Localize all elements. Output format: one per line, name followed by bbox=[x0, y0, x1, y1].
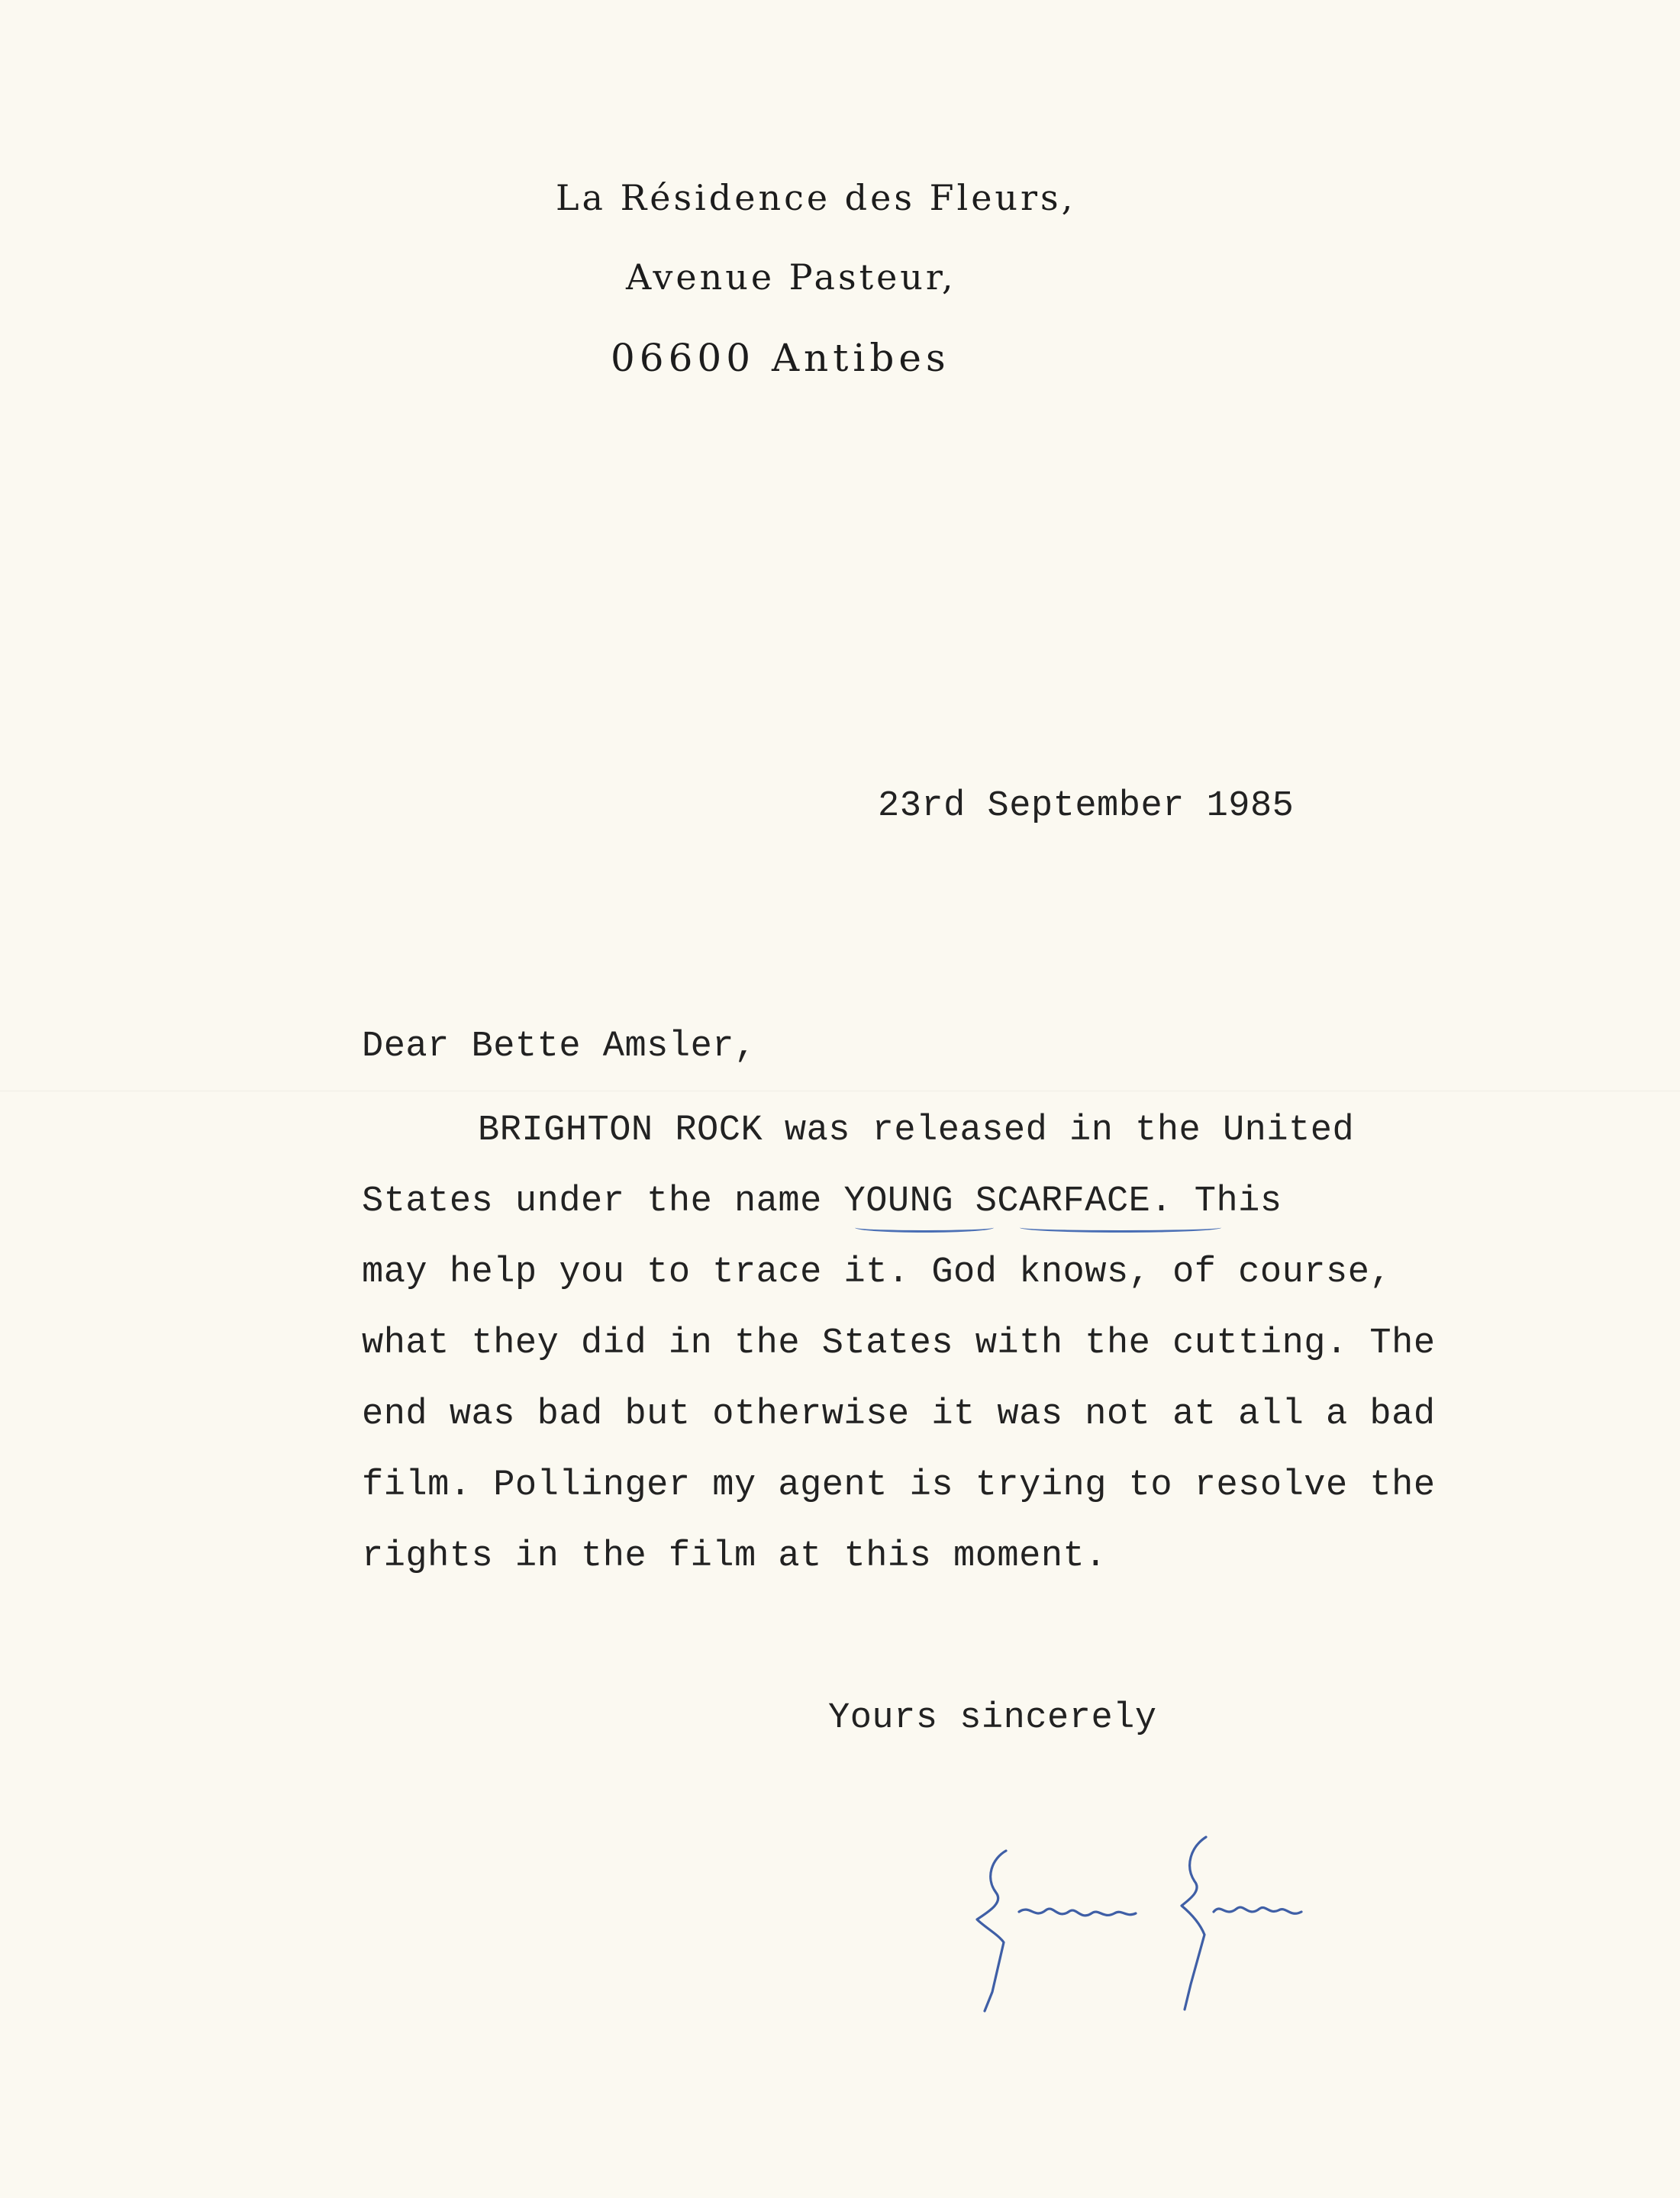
closing: Yours sincerely bbox=[828, 1698, 1157, 1739]
body-line-5: end was bad but otherwise it was not at all a bad bbox=[362, 1394, 1436, 1435]
signature-stroke-g2 bbox=[1182, 1837, 1206, 2009]
signature-stroke-greene bbox=[1214, 1907, 1301, 1913]
handwritten-underline-scarface bbox=[1020, 1223, 1221, 1233]
letterhead-line-3: 06600 Antibes bbox=[611, 336, 950, 380]
letter-date: 23rd September 1985 bbox=[878, 786, 1295, 827]
salutation: Dear Bette Amsler, bbox=[362, 1026, 756, 1067]
body-line-7: rights in the film at this moment. bbox=[362, 1536, 1107, 1577]
body-line-1: BRIGHTON ROCK was released in the United bbox=[478, 1110, 1355, 1151]
letterhead-line-2: Avenue Pasteur, bbox=[626, 256, 956, 298]
signature-stroke-graham bbox=[1019, 1909, 1136, 1916]
body-line-4: what they did in the States with the cutting. The bbox=[362, 1323, 1436, 1364]
body-line-3: may help you to trace it. God knows, of course, bbox=[362, 1252, 1392, 1293]
signature bbox=[962, 1820, 1313, 2019]
handwritten-underline-young bbox=[855, 1223, 994, 1233]
letterhead-line-1: La Résidence des Fleurs, bbox=[556, 177, 1076, 218]
body-line-6: film. Pollinger my agent is trying to resolve the bbox=[362, 1465, 1436, 1506]
body-line-2: States under the name YOUNG SCARFACE. This bbox=[362, 1181, 1282, 1222]
signature-stroke-g1 bbox=[977, 1851, 1006, 2011]
paper-fold-line bbox=[0, 1090, 1680, 1092]
